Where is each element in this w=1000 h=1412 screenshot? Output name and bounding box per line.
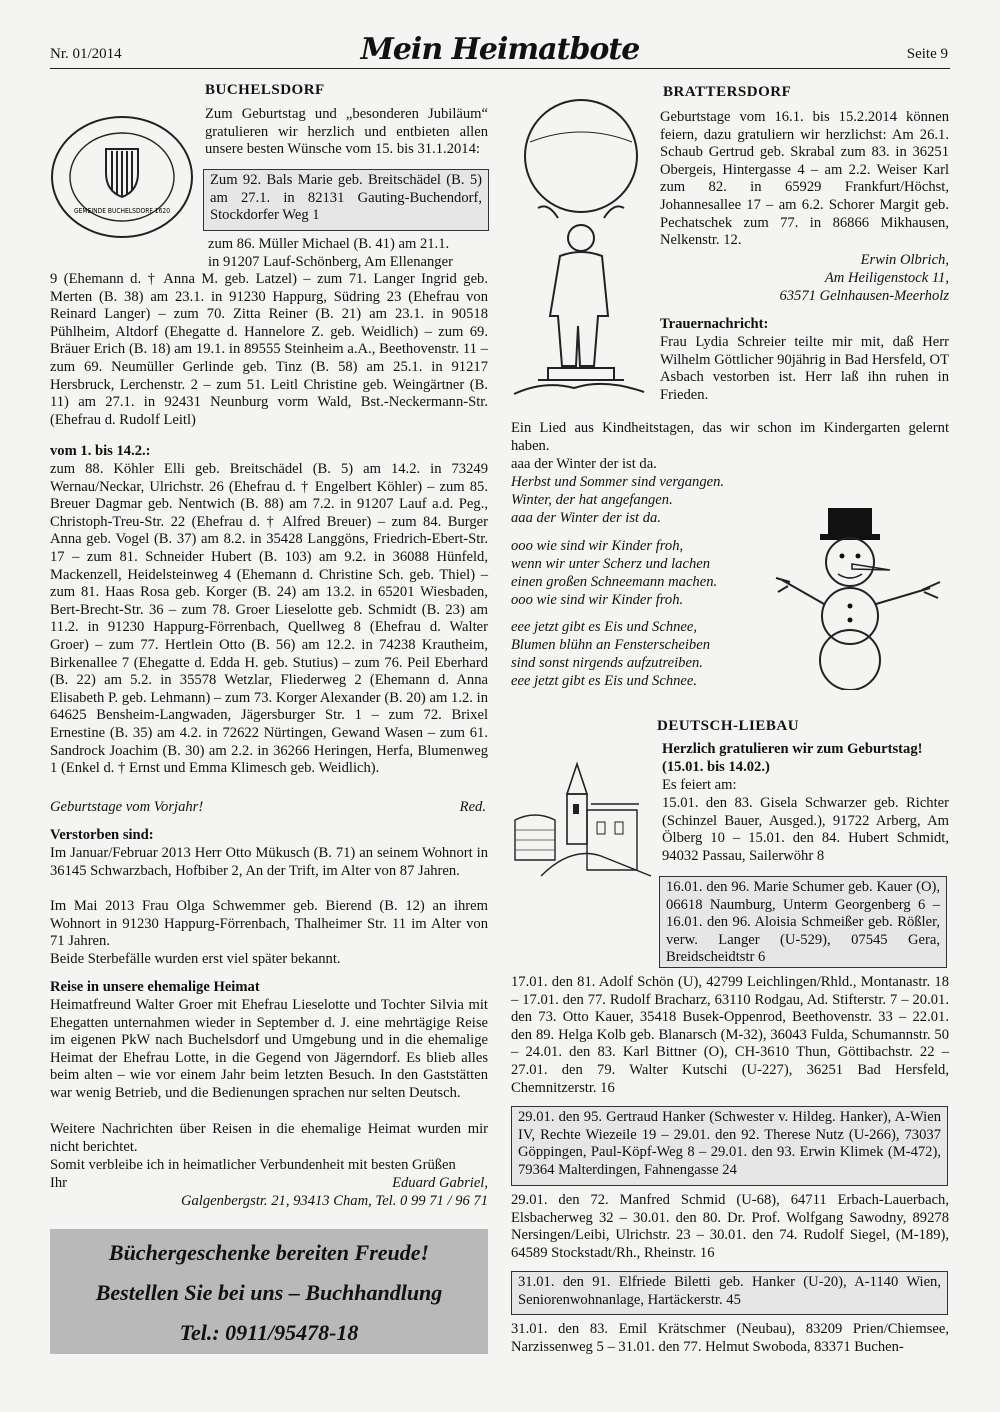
song-line-2: Herbst und Sommer sind vergangen. [511, 474, 725, 490]
issue-number: Nr. 01/2014 [50, 46, 122, 62]
page-number: Seite 9 [906, 46, 948, 62]
buchelsdorf-line2: in 91207 Lauf-Schönberg, Am Ellenanger [208, 254, 453, 270]
deaths-text-2: Im Mai 2013 Frau Olga Schwemmer geb. Bierend (B. 12) an ihrem Wohnort in 91230 Happurg-Förrenbach, Thalheimer Str. 11 im Alter von 71 Jahren. [50, 898, 488, 950]
feb-heading: vom 1. bis 14.2.: [50, 443, 151, 459]
brattersdorf-sign-1: Erwin Olbrich, [860, 252, 949, 268]
trip-heading: Reise in unsere ehemalige Heimat [50, 979, 260, 995]
mourning-text: Frau Lydia Schreier teilte mir mit, daß Herr Wilhelm Göttlicher 90jährig in Bad Hersfeld, OT Asbach vestorben ist. Herr laß ihn ruhen in Frieden. [660, 334, 949, 403]
note-red: Red. [459, 799, 486, 815]
masthead-title: Mein Heimatbote [360, 32, 640, 67]
song-line-12: eee jetzt gibt es Eis und Schnee. [511, 673, 698, 689]
brattersdorf-text: Geburtstage vom 16.1. bis 15.2.2014 können feiern, dazu gratuliern wir herzlichst: Am 26.1. Schaub Gertrud geb. Skrabal zum 83. in 36251 Obergeis, Hintergasse 4 – am 2.2. Weiser Karl zum 82. in 65929 Frankfurt/Höchst, Johannesallee 17 – am 6.2. Schorer Margit geb. Pechatschek zum 77. in 86866 Mikhausen, Nelkenstr. 12. [660, 109, 949, 249]
song-line-5: ooo wie sind wir Kinder froh, [511, 538, 684, 554]
deutschliebau-box-2: 29.01. den 95. Gertraud Hanker (Schwester v. Hildeg. Hanker), A-Wien IV, Rechte Wiezeile 19 – 29.01. den 92. Therese Nutz (U-266), 73037 Göppingen, Paul-Köpf-Weg 8 – 29.01. den 93. Erwin Klimek (M-472), 79364 Malterdingen, Fahnengasse 24 [511, 1106, 948, 1186]
deaths-text-1: Im Januar/Februar 2013 Herr Otto Mükusch (B. 71) an seinem Wohnort in 36145 Schwarzbach, Hofbiber 2, An der Trift, im Alter von 87 Jahren. [50, 845, 488, 879]
buchelsdorf-line1: zum 86. Müller Michael (B. 41) am 21.1. [208, 236, 450, 252]
brattersdorf-sign-2: Am Heiligenstock 11, [824, 270, 949, 286]
trip-text: Heimatfreund Walter Groer mit Ehefrau Lieselotte und Tochter Silvia mit Ehegatten unternahmen wieder in September d. J. eine mehrtägige Reise im eigenen PkW nach Buchelsdorf und Umgebung und in die ehemalige Heimat der Ehefrau Lotte, in die Gegend von Jägerndorf. Es blieb alles beim alten – wie vor einem Jahr beim letzten Besuch. In den Gaststätten war wenig Betrieb, und die Bedienungen sprachen nur selten Deutsch. [50, 997, 488, 1101]
buchelsdorf-box: Zum 92. Bals Marie geb. Breitschädel (B. 5) am 27.1. in 82131 Gauting-Buchendorf, Stockdorfer Weg 1 [203, 169, 489, 231]
trip-text-2: Weitere Nachrichten über Reisen in die ehemalige Heimat wurden mir nicht berichtet. [50, 1121, 488, 1155]
ad-line-2: Bestellen Sie bei uns – Buchhandlung [95, 1280, 443, 1305]
song-line-10: Blumen blühn an Fensterscheiben [511, 637, 710, 653]
note-vorjahr: Geburtstage vom Vorjahr! [50, 799, 204, 815]
mourning-heading: Trauernachricht: [660, 316, 769, 332]
deaths-heading: Verstorben sind: [50, 827, 154, 843]
deutschliebau-box-3: 31.01. den 91. Elfriede Biletti geb. Hanker (U-20), A-1140 Wien, Seniorenwohnanlage, Hartäckerstr. 45 [511, 1271, 948, 1315]
ad-line-1: Büchergeschenke bereiten Freude! [108, 1240, 430, 1265]
feb-list: zum 88. Köhler Elli geb. Breitschädel (B. 5) am 14.2. in 73249 Wernau/Neckar, Ulrichstr. 26 (Ehefrau d. † Engelbert Köhler) – zum 85. Breuer Dagmar geb. Nentwich (B. 88) am 7.2. in 91207 Lauf a.d. Peg., Christoph-Treu-Str. 22 (Ehefrau d. † Alfred Breuer) – zum 84. Burger Anna geb. Vogel (B. 37) am 8.2. in 35428 Langgöns, Friedrich-Ebert-Str. 17 – zum 81. Schneider Hubert (B. 103) am 9.2. in 36088 Hünfeld, Mackenzell, Heidelsteinweg 4 (Ehemann d. Christine Sch. geb. Thiel) – zum 81. Haas Rosa geb. Korger (B. 24) am 13.2. in 65201 Wiesbaden, Bert-Brecht-Str. 36 – zum 78. Groer Lieselotte geb. Schmidt (B. 23) am 11.2. in 91230 Happurg-Förrenbach, Quellweg 8 (Ehefrau d. Walter Groer) – zum 77. Hertlein Otto (B. 56) am 12.2. in 74238 Krautheim, Birkenallee 7 (Ehegatte d. Edda H. geb. Stutius) – zum 76. Peil Eberhard (B. 22) am 5.2. in 35578 Wetzlar, Fliederweg 2 (Ehemann d. Anna Elisabeth P. geb. Lehmann) – zum 73. Korger Alexander (B. 20) am 1.2. in 64625 Bensheim-Langwaden, Jägersburger Str. 1 – zum 72. Brixel Ernestine (B. 35) am 4.2. in 72622 Nürtingen, Gewand Wasen – zum 61. Sandrock Joachim (B. 30) am 2.2. in 36266 Heringen, Herfa, Blumenweg 1 (Enkel d. † Ernst und Emma Klimesch geb. Weidlich). [50, 461, 488, 777]
bookshop-ad [50, 1229, 488, 1354]
buchelsdorf-title: BUCHELSDORF [205, 82, 325, 98]
song-line-7: einen großen Schneemann machen. [511, 574, 718, 590]
brattersdorf-title: BRATTERSDORF [663, 84, 792, 100]
header-rule [50, 68, 950, 69]
song-line-1: aaa der Winter der ist da. [511, 456, 657, 472]
trip-text-3: Somit verbleibe ich in heimatlicher Verbundenheit mit besten Grüßen [50, 1157, 456, 1173]
greeting-line-1: Herzlich gratulieren wir zum Geburtstag! [662, 741, 923, 757]
deutschliebau-list-2: 17.01. den 81. Adolf Schön (U), 42799 Leichlingen/Rhld., Montanastr. 18 – 17.01. den 77. Rudolf Bracharz, 63110 Rodgau, Ad. Stifterstr. 7 – 20.01. den 73. Otto Kauer, 35418 Busek-Oppenrod, Beethovenstr. 33 – 22.01. den 89. Helga Kolb geb. Blanarsch (M-32), 36043 Fulda, Schumannstr. 50 – 24.01. den 83. Karl Bittner (O), CH-3610 Thun, Göttibachstr. 22 – 27.01. den 79. Walter Kutschi (U-227), 36251 Bad Hersfeld, Chemnitzerstr. 16 [511, 974, 949, 1096]
sign-address: Galgenbergstr. 21, 93413 Cham, Tel. 0 99 71 / 96 71 [180, 1193, 488, 1209]
buchelsdorf-jan-list: 9 (Ehemann d. † Anna M. geb. Latzel) – zum 71. Langer Ingrid geb. Merten (B. 38) am 23.1. in 91230 Happurg, Südring 23 (Ehefrau von Reinard Langer) – zum 70. Zitta Reiner (B. 21) am 23.1. in 90518 Pühlheim, Altdorf (Ehegatte d. Hannelore Z. geb. Weidlich) – zum 69. Bräuer Erich (B. 18) am 19.1. in 89555 Steinheim a.A., Beethovenstr. 11 – zum 69. Neumüller Gerlinde geb. Tinz (B. 58) am 25.1. in 91217 Hersbruck, Lerchenstr. 2 – zum 51. Leitl Christine geb. Weingärtner (B. 11) am 27.1. in 92431 Neunburg vorm Wald, Bst.-Neckermann-Str. (Ehefrau d. Rudolf Leitl) [50, 271, 488, 428]
greeting-line-2: (15.01. bis 14.02.) [662, 759, 770, 775]
song-intro: Ein Lied aus Kindheitstagen, das wir schon im Kindergarten gelernt haben. [511, 420, 949, 454]
feiert-label: Es feiert am: [662, 777, 737, 793]
snowman-illustration [770, 500, 950, 690]
deutschliebau-box-1: 16.01. den 96. Marie Schumer geb. Kauer (O), 06618 Naumburg, Unterm Georgenberg 6 – 16.01. den 96. Aloisia Schmeißer geb. Rößler, verw. Langer (U-529), 07545 Gera, Breidscheidtstr 6 [659, 876, 947, 968]
sign-name: Eduard Gabriel, [392, 1175, 488, 1191]
deaths-text-3: Beide Sterbefälle wurden erst viel später bekannt. [50, 951, 341, 967]
song-line-9: eee jetzt gibt es Eis und Schnee, [511, 619, 698, 635]
stamp-text: GEMEINDE BUCHELSDORF 1620 [74, 207, 170, 215]
deutschliebau-title: DEUTSCH-LIEBAU [657, 718, 800, 734]
buchelsdorf-intro: Zum Geburtstag und „besonderen Jubiläum“ gratulieren wir herzlich und entbieten allen unsere besten Wünsche vom 15. bis 31.1.2014: [205, 106, 488, 158]
deutschliebau-list-3: 29.01. den 72. Manfred Schmid (U-68), 64711 Erbach-Lauerbach, Elsbacherweg 32 – 30.01. den 80. Dr. Prof. Wolfgang Sawodny, 89278 Nersingen/Leibi, Ulrichstr. 23 – 30.01. den 74. Rudolf Siegel, (M-189), 64589 Stockstadt/Rh., Rheinstr. 16 [511, 1192, 949, 1261]
song-line-8: ooo wie sind wir Kinder froh. [511, 592, 684, 608]
deutschliebau-list-1: 15.01. den 83. Gisela Schwarzer geb. Richter (Schinzel Bauer, Ausged.), 91722 Arberg, Am Ölberg 10 – 15.01. den 84. Hubert Schmidt, 94032 Passau, Sailerwöhr 8 [662, 795, 949, 864]
deutschliebau-list-4: 31.01. den 83. Emil Krätschmer (Neubau), 83209 Prien/Chiemsee, Narzissenweg 5 – 31.01. den 77. Helmut Swoboda, 83371 Buchen- [511, 1321, 949, 1355]
church-village-illustration [511, 760, 657, 878]
song-line-3: Winter, der hat angefangen. [511, 492, 673, 508]
sign-ihr: Ihr [50, 1175, 68, 1191]
atlas-statue-illustration [508, 98, 654, 400]
song-line-6: wenn wir unter Scherz und lachen [511, 556, 711, 572]
song-line-11: sind sonst nirgends aufzutreiben. [511, 655, 703, 671]
ad-line-3: Tel.: 0911/95478-18 [179, 1320, 359, 1345]
song-line-4: aaa der Winter der ist da. [511, 510, 661, 526]
brattersdorf-sign-3: 63571 Gelnhausen-Meerholz [779, 288, 949, 304]
buchelsdorf-stamp [50, 115, 194, 239]
